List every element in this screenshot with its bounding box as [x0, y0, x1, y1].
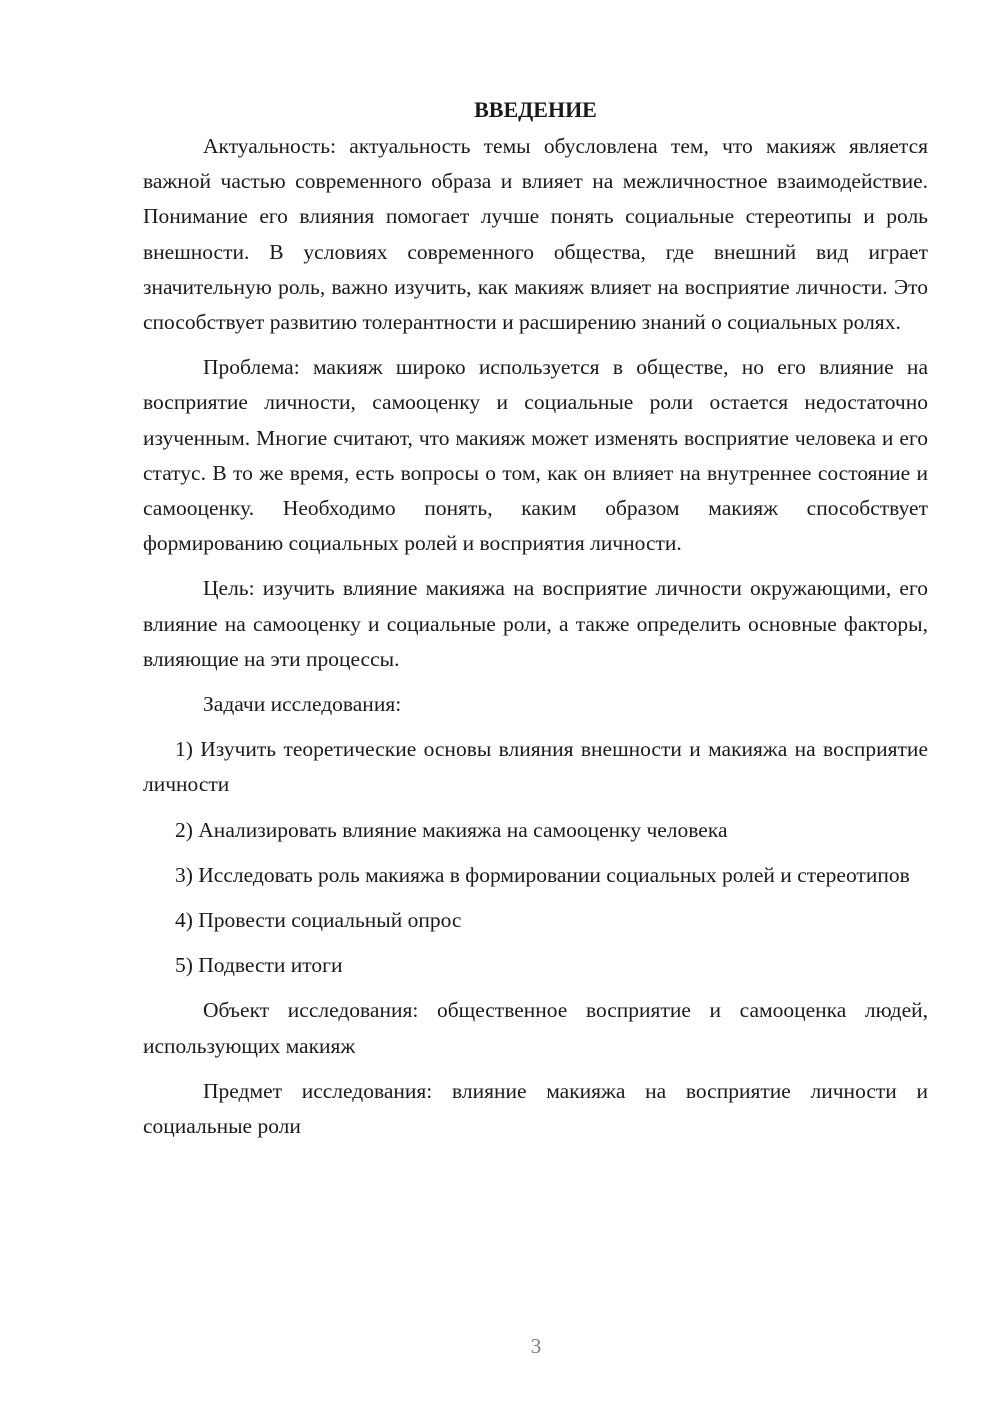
task-item-1: 1) Изучить теоретические основы влияния внешности и макияжа на восприятие личности [143, 737, 928, 797]
task-item-2: 2) Анализировать влияние макияжа на самооценку человека [175, 817, 728, 842]
page-number: 3 [530, 1334, 542, 1358]
task-item-5: 5) Подвести итоги [175, 953, 343, 978]
task-item-4: 4) Провести социальный опрос [175, 908, 462, 933]
section-heading: ВВЕДЕНИЕ [474, 97, 597, 122]
goal-paragraph: Цель: изучить влияние макияжа на восприятие личности окружающими, его влияние на самооценку и социальные роли, а также определить основные факторы, влияющие на эти процессы. [143, 576, 928, 671]
task-item-3: 3) Исследовать роль макияжа в формировании социальных ролей и стереотипов [175, 862, 910, 887]
document-page [143, 92, 928, 1154]
object-paragraph: Объект исследования: общественное восприятие и самооценка людей, использующих макияж [143, 998, 928, 1058]
relevance-paragraph: Актуальность: актуальность темы обусловлена тем, что макияж является важной частью современного образа и влияет на межличностное взаимодействие. Понимание его влияния помогает лучше понять социальные стереотипы и роль внешности. В условиях современного общества, где внешний вид играет значительную роль, важно изучить, как макияж влияет на восприятие личности. Это способствует развитию толерантности и расширению знаний о социальных ролях. [143, 134, 928, 335]
subject-paragraph: Предмет исследования: влияние макияжа на восприятие личности и социальные роли [143, 1078, 928, 1139]
problem-paragraph: Проблема: макияж широко используется в обществе, но его влияние на восприятие личности, самооценку и социальные роли остается недостаточно изученным. Многие считают, что макияж может изменять восприятие человека и его статус. В то же время, есть вопросы о том, как он влияет на внутреннее состояние и самооценку. Необходимо понять, каким образом макияж способствует формированию социальных ролей и восприятия личности. [143, 355, 928, 556]
tasks-title: Задачи исследования: [203, 692, 402, 717]
